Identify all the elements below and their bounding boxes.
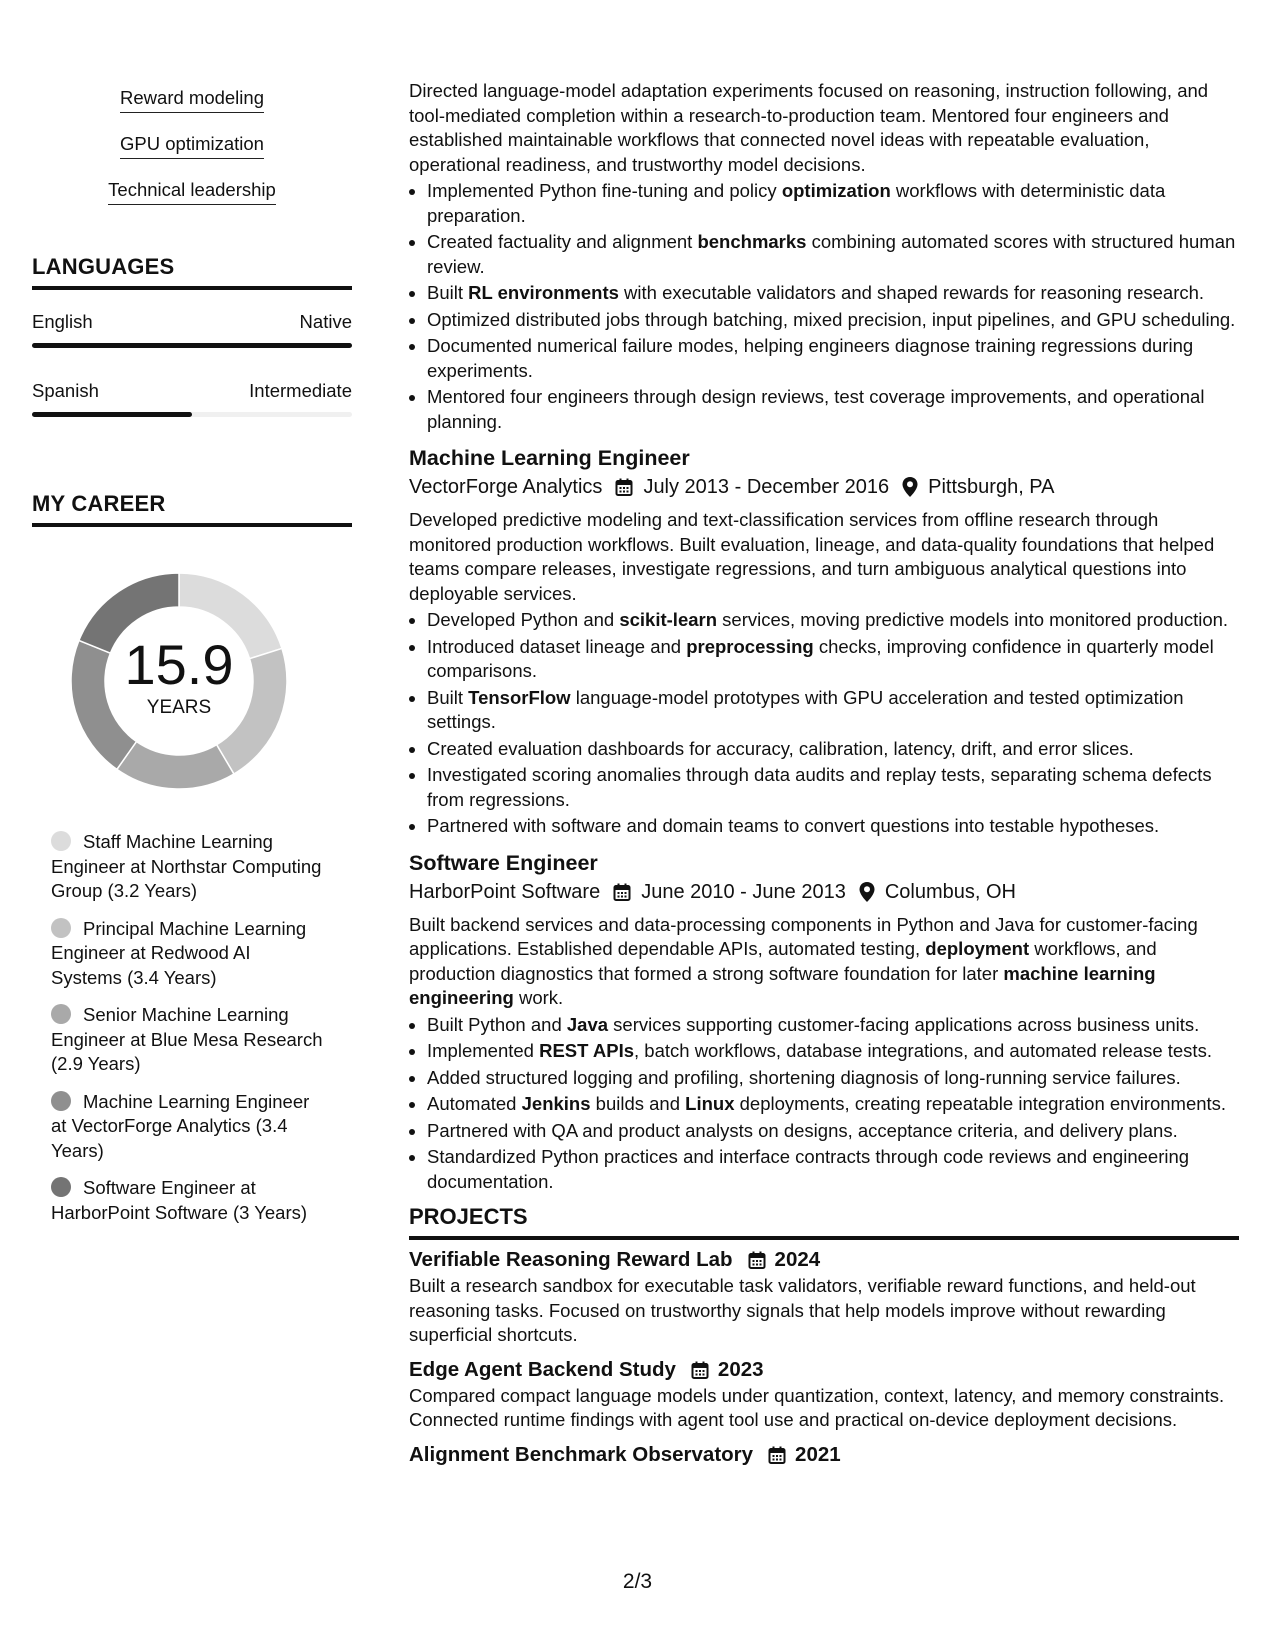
summary-keyword: deployment bbox=[925, 938, 1030, 959]
project-header bbox=[409, 1441, 1239, 1469]
bullet-item bbox=[427, 608, 1239, 633]
bullet-item bbox=[427, 814, 1239, 839]
job-title: Software Engineer bbox=[409, 850, 598, 875]
career-legend-item bbox=[51, 830, 326, 904]
career-total-years: 15.9 bbox=[124, 633, 234, 696]
bullet-item bbox=[427, 763, 1239, 812]
bullet-text: deployments, creating repeatable integration environments. bbox=[734, 1093, 1227, 1114]
language-proficiency-bar bbox=[32, 343, 352, 348]
career-legend-item bbox=[51, 1003, 326, 1077]
legend-swatch bbox=[51, 1091, 71, 1111]
bullet-keyword: scikit-learn bbox=[619, 609, 718, 630]
company-name: VectorForge Analytics bbox=[409, 476, 603, 498]
skill-tag: GPU optimization bbox=[120, 132, 264, 159]
skill-tag: Reward modeling bbox=[120, 86, 264, 113]
career-legend-label: Staff Machine Learning Engineer at Northstar Computing Group (3.2 Years) bbox=[51, 831, 322, 901]
bullet-text: Partnered with software and domain teams to convert questions into testable hypotheses. bbox=[427, 815, 1160, 836]
bullet-text: Added structured logging and profiling, shortening diagnosis of long-running service failures. bbox=[427, 1066, 1181, 1088]
job-entry bbox=[409, 444, 1239, 839]
bullet-text: Built Python and bbox=[427, 1013, 567, 1035]
bullet-text: with executable validators and shaped rewards for reasoning research. bbox=[618, 282, 1205, 303]
bullet-text: services, moving predictive models into monitored production. bbox=[717, 609, 1229, 630]
career-legend-label: Principal Machine Learning Engineer at Redwood AI Systems (3.4 Years) bbox=[51, 917, 307, 988]
career-total-unit: YEARS bbox=[146, 697, 212, 718]
calendar-icon bbox=[767, 1445, 787, 1465]
bullet-keyword: Java bbox=[566, 1013, 609, 1035]
calendar-icon bbox=[612, 882, 632, 902]
bullet-item bbox=[427, 686, 1239, 735]
job-location: Pittsburgh, PA bbox=[928, 476, 1055, 498]
bullet-text: Built bbox=[427, 686, 469, 708]
project-year: 2023 bbox=[717, 1357, 764, 1381]
job-meta bbox=[409, 472, 1239, 502]
bullet-item bbox=[427, 737, 1239, 762]
role-summary: Directed language-model adaptation experiments focused on reasoning, instruction following, and tool-mediated completion within a research-to-production team. Mentored four engineers and established maintainable workflows that connected novel ideas with repeatable evaluation, operational readiness, and trustworthy model decisions. bbox=[409, 80, 1209, 175]
bullet-item bbox=[427, 1145, 1239, 1194]
language-english bbox=[32, 310, 352, 348]
bullet-keyword: RL environments bbox=[468, 282, 619, 303]
company-name: HarborPoint Software bbox=[409, 880, 601, 903]
summary-text: Built backend services and data-processing components in Python and Java for customer-facing applications. Established dependable APIs, automated testing, bbox=[409, 913, 1198, 959]
experience-list bbox=[409, 444, 1239, 1194]
bullet-item bbox=[427, 230, 1239, 279]
career-legend-label: Senior Machine Learning Engineer at Blue Mesa Research (2.9 Years) bbox=[51, 1004, 323, 1074]
bullet-item bbox=[427, 179, 1239, 228]
bullet-text: Developed Python and bbox=[427, 609, 620, 630]
job-location: Columbus, OH bbox=[884, 880, 1016, 903]
project-header bbox=[409, 1246, 1239, 1274]
bullet-text: builds and bbox=[590, 1093, 686, 1114]
project-entry bbox=[409, 1356, 1239, 1433]
language-proficiency-fill bbox=[32, 412, 192, 417]
bullet-keyword: Jenkins bbox=[521, 1093, 591, 1114]
bullet-text: checks, improving confidence in quarterly model comparisons. bbox=[427, 635, 1214, 681]
bullet-text: Partnered with QA and product analysts on designs, acceptance criteria, and delivery plans. bbox=[427, 1119, 1178, 1141]
bullet-text: , batch workflows, database integrations, and automated release tests. bbox=[634, 1040, 1212, 1061]
sidebar bbox=[32, 86, 352, 1238]
bullet-text: services supporting customer-facing applications across business units. bbox=[608, 1013, 1200, 1035]
bullet-text: workflows with deterministic data preparation. bbox=[427, 180, 1166, 226]
bullet-item bbox=[427, 1092, 1239, 1117]
bullet-text: Mentored four engineers through design reviews, test coverage improvements, and operational planning. bbox=[427, 386, 1205, 432]
bullet-item bbox=[427, 334, 1239, 383]
legend-swatch bbox=[51, 831, 71, 851]
language-spanish bbox=[32, 379, 352, 417]
language-level: Intermediate bbox=[249, 380, 352, 401]
job-dates: June 2010 - June 2013 bbox=[641, 880, 846, 903]
language-level: Native bbox=[299, 311, 352, 332]
project-title: Alignment Benchmark Observatory bbox=[409, 1442, 754, 1466]
project-description: Compared compact language models under quantization, context, latency, and memory constraints. Connected runtime findings with agent tool use and practical on-device deployment decisions. bbox=[409, 1384, 1225, 1430]
page-indicator: 2/3 bbox=[622, 1570, 653, 1593]
bullet-text: Implemented Python fine-tuning and policy bbox=[427, 180, 782, 201]
location-pin-icon bbox=[901, 476, 919, 498]
project-entry bbox=[409, 1246, 1239, 1348]
bullet-keyword: TensorFlow bbox=[468, 686, 571, 708]
projects-heading: PROJECTS bbox=[409, 1204, 1239, 1240]
career-legend-label: Machine Learning Engineer at VectorForge Analytics (3.4 Years) bbox=[51, 1090, 310, 1161]
job-bullets bbox=[409, 608, 1239, 839]
role-bullets bbox=[409, 179, 1239, 434]
main-content bbox=[409, 79, 1239, 1469]
project-title: Verifiable Reasoning Reward Lab bbox=[409, 1248, 733, 1271]
job-summary bbox=[409, 913, 1239, 1011]
job-dates: July 2013 - December 2016 bbox=[643, 476, 890, 498]
career-legend-item bbox=[51, 1090, 326, 1164]
summary-text: work. bbox=[513, 987, 564, 1008]
summary-keyword: machine learning engineering bbox=[409, 962, 1156, 1008]
bullet-text: Built bbox=[427, 282, 469, 303]
job-summary bbox=[409, 508, 1239, 606]
bullet-text: Standardized Python practices and interface contracts through code reviews and engineering documentation. bbox=[427, 1146, 1190, 1192]
bullet-text: combining automated scores with structured human review. bbox=[427, 231, 1236, 277]
bullet-item bbox=[427, 1039, 1239, 1064]
language-name: Spanish bbox=[32, 380, 99, 401]
skills-list bbox=[32, 86, 352, 224]
career-legend-label: Software Engineer at HarborPoint Software (3 Years) bbox=[51, 1177, 308, 1223]
legend-swatch bbox=[51, 918, 71, 938]
project-year: 2021 bbox=[795, 1442, 841, 1466]
legend-swatch bbox=[51, 1004, 71, 1024]
bullet-keyword: Linux bbox=[685, 1093, 735, 1114]
summary-text: workflows, and production diagnostics that formed a strong software foundation for later bbox=[409, 938, 1157, 984]
bullet-text: Created factuality and alignment bbox=[427, 231, 698, 252]
bullet-text: Investigated scoring anomalies through data audits and replay tests, separating schema defects from regressions. bbox=[427, 764, 1212, 810]
calendar-icon bbox=[690, 1360, 710, 1380]
bullet-text: Introduced dataset lineage and bbox=[427, 635, 687, 657]
bullet-item bbox=[427, 635, 1239, 684]
bullet-text: Created evaluation dashboards for accuracy, calibration, latency, drift, and error slices. bbox=[427, 737, 1134, 759]
bullet-text: Optimized distributed jobs through batching, mixed precision, input pipelines, and GPU scheduling. bbox=[427, 308, 1236, 330]
bullet-keyword: preprocessing bbox=[686, 635, 814, 657]
language-proficiency-fill bbox=[32, 343, 352, 348]
project-title: Edge Agent Backend Study bbox=[409, 1357, 676, 1381]
job-entry bbox=[409, 849, 1239, 1195]
bullet-item bbox=[427, 385, 1239, 434]
project-header bbox=[409, 1356, 1239, 1384]
job-bullets bbox=[409, 1013, 1239, 1195]
bullet-text: Automated bbox=[427, 1093, 522, 1114]
job-title: Machine Learning Engineer bbox=[409, 446, 690, 470]
project-year: 2024 bbox=[774, 1248, 821, 1271]
job-meta bbox=[409, 877, 1239, 907]
bullet-keyword: REST APIs bbox=[539, 1040, 635, 1061]
career-legend-item bbox=[51, 1176, 326, 1225]
bullet-item bbox=[427, 308, 1239, 333]
bullet-item bbox=[427, 1066, 1239, 1091]
project-entry bbox=[409, 1441, 1239, 1469]
bullet-text: language-model prototypes with GPU acceleration and tested optimization settings. bbox=[427, 686, 1184, 732]
project-description: Built a research sandbox for executable task validators, verifiable reward functions, and held-out reasoning tasks. Focused on trustworthy signals that help models improve without rewarding superficial shortcuts. bbox=[409, 1275, 1196, 1345]
languages-heading: LANGUAGES bbox=[32, 254, 352, 290]
language-proficiency-bar bbox=[32, 412, 352, 417]
bullet-item bbox=[427, 1013, 1239, 1038]
bullet-item bbox=[427, 281, 1239, 306]
career-legend bbox=[51, 830, 326, 1225]
projects-list bbox=[409, 1246, 1239, 1469]
calendar-icon bbox=[747, 1250, 767, 1270]
bullet-text: Implemented bbox=[427, 1040, 540, 1061]
career-donut-chart bbox=[67, 569, 291, 793]
skill-tag: Technical leadership bbox=[108, 178, 276, 205]
location-pin-icon bbox=[858, 881, 876, 903]
calendar-icon bbox=[614, 477, 634, 497]
bullet-keyword: benchmarks bbox=[697, 231, 807, 252]
bullet-item bbox=[427, 1119, 1239, 1144]
language-name: English bbox=[32, 311, 93, 332]
career-heading: MY CAREER bbox=[32, 491, 352, 527]
summary-text: Developed predictive modeling and text-classification services from offline research through monitored production workflows. Built evaluation, lineage, and data-quality foundations that helped teams compare releases, investigate regressions, and turn ambiguous analytical questions into deployable services. bbox=[409, 509, 1215, 604]
bullet-text: Documented numerical failure modes, helping engineers diagnose training regressions during experiments. bbox=[427, 335, 1194, 381]
legend-swatch bbox=[51, 1177, 71, 1197]
career-legend-item bbox=[51, 917, 326, 991]
bullet-keyword: optimization bbox=[781, 180, 891, 201]
